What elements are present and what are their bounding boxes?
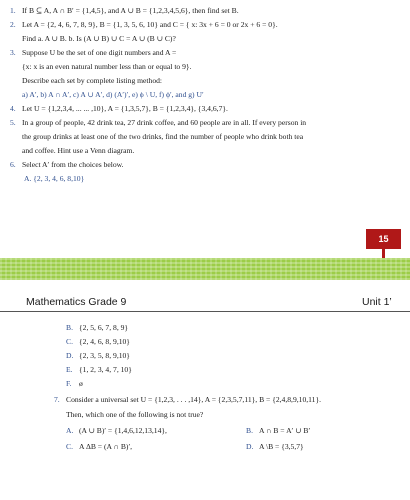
choice-c: C. {2, 4, 6, 8, 9,10} (66, 337, 130, 346)
exercise-6: 6. Select A′ from the choices below. (10, 160, 124, 169)
exercise-5-line-2: the group drinks at least one of the two drinks, find the number of people who drink both tea (22, 132, 304, 141)
choice-b: B. {2, 5, 6, 7, 8, 9} (66, 323, 129, 332)
exercise-7-option-b: B. A ∩ B = A′ ∪ B′ (246, 426, 311, 435)
exercise-6-choice-a: A. {2, 3, 4, 6, 8,10} (24, 174, 85, 183)
unit-label: Unit 1’ (362, 296, 392, 308)
exercise-3-set-definition: {x: x is an even natural number less than or equal to 9}. (22, 62, 192, 71)
exercise-7-question: Then, which one of the following is not true? (66, 410, 204, 419)
exercise-7-option-c: C. A ΔB = (A ∩ B)′, (66, 442, 133, 451)
page-number-badge: 15 (366, 229, 401, 249)
exercise-7: 7. Consider a universal set U = {1,2,3, . . . ,14}, A = {2,3,5,7,11}, B = {2,4,8,9,10,11}. (54, 395, 321, 404)
exercise-7-option-a: A. (A ∪ B)′ = {1,4,6,12,13,14}, (66, 426, 167, 435)
exercise-1: 1. If B ⊆ A, A ∩ B′ = {1,4,5}, and A ∪ B = {1,2,3,4,5,6}, then find set B. (10, 6, 239, 15)
header-rule (0, 311, 410, 312)
choice-d: D. {2, 3, 5, 8, 9,10} (66, 351, 130, 360)
exercise-3-instruction: Describe each set by complete listing method: (22, 76, 163, 85)
exercise-4: 4. Let U = {1,2,3,4, ... ... ,10}, A = {1,3,5,7}, B = {1,2,3,4}, {3,4,6,7}. (10, 104, 228, 113)
exercise-3: 3. Suppose U be the set of one digit numbers and A = (10, 48, 177, 57)
book-title: Mathematics Grade 9 (26, 296, 127, 308)
choice-e: E. {1, 2, 3, 4, 7, 10} (66, 365, 132, 374)
exercise-7-option-d: D. A \B = {3,5,7} (246, 442, 304, 451)
exercise-5-line-3: and coffee. Hint use a Venn diagram. (22, 146, 135, 155)
exercise-2: 2. Let A = {2, 4, 6, 7, 8, 9}, B = {1, 3, 5, 6, 10} and C = { x: 3x + 6 = 0 or 2x + 6 = 0}. (10, 20, 278, 29)
exercise-3-parts: a) A′, b) A ∩ A′, c) A ∪ A′, d) (A′)′, e) ϕ \ U, f) ϕ′, and g) U′ (22, 90, 204, 99)
page-divider-band (0, 258, 410, 280)
exercise-5: 5. In a group of people, 42 drink tea, 27 drink coffee, and 60 people are in all. If every person in (10, 118, 307, 127)
exercise-2-parts: Find a. A ∪ B. b. Is (A ∪ B) ∪ C = A ∪ (B ∪ C)? (22, 34, 176, 43)
page-number-stem (382, 249, 385, 258)
choice-f: F. ø (66, 379, 83, 388)
